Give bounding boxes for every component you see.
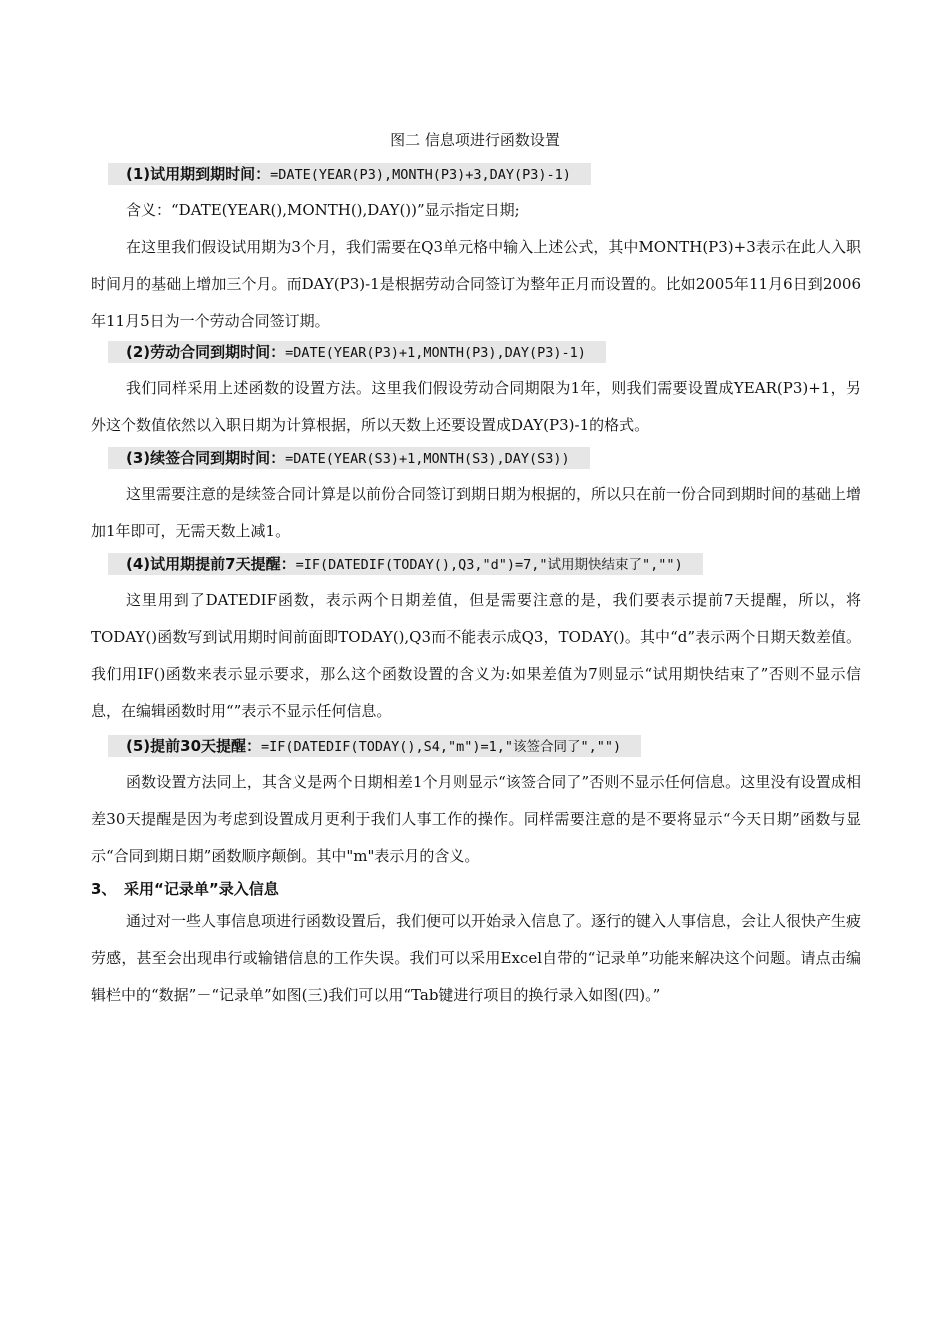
item-label: (3)续签合同到期时间：	[126, 449, 286, 467]
figure-caption: 图二 信息项进行函数设置	[390, 131, 560, 149]
item-label: (4)试用期提前7天提醒：	[126, 555, 296, 573]
item-heading-4	[108, 553, 703, 575]
item-label: (5)提前30天提醒：	[126, 737, 262, 755]
item-formula: =DATE(YEAR(P3)+1,MONTH(P3),DAY(P3)-1)	[285, 345, 586, 361]
item-label: (1)试用期到期时间：	[126, 165, 271, 183]
paragraph-4-1: 这里用到了DATEDIF函数，表示两个日期差值，但是需要注意的是，我们要表示提前7天提醒，所以，将TODAY()函数写到试用期时间前面即TODAY(),Q3而不能表示成Q3，TODAY()。其中“d”表示两个日期天数差值。我们用IF()函数来表示显示要求，那么这个函数设置的含义为:如果差值为7则显示“试用期快结束了”否则不显示信息，在编辑函数时用“”表示不显示任何信息。	[91, 591, 861, 720]
paragraph-5-1: 函数设置方法同上，其含义是两个日期相差1个月则显示“该签合同了”否则不显示任何信息。这里没有设置成相差30天提醒是因为考虑到设置成月更利于我们人事工作的操作。同样需要注意的是不要将显示“今天日期”函数与显示“合同到期日期”函数顺序颠倒。其中"m"表示月的含义。	[91, 773, 861, 865]
item-heading-1	[108, 163, 591, 185]
section-number: 3、	[91, 880, 117, 898]
section-title: 采用“记录单”录入信息	[124, 880, 279, 898]
item-formula: =DATE(YEAR(P3),MONTH(P3)+3,DAY(P3)-1)	[270, 167, 571, 183]
item-label: (2)劳动合同到期时间：	[126, 343, 286, 361]
paragraph-3-1: 这里需要注意的是续签合同计算是以前份合同签订到期日期为根据的，所以只在前一份合同到期时间的基础上增加1年即可，无需天数上减1。	[91, 485, 862, 540]
item-formula: =IF(DATEDIF(TODAY(),Q3,"d")=7,"试用期快结束了","")	[295, 557, 683, 573]
paragraph-1-2: 在这里我们假设试用期为3个月，我们需要在Q3单元格中输入上述公式，其中MONTH(P3)+3表示在此人入职时间月的基础上增加三个月。而DAY(P3)-1是根据劳动合同签订为整年正月而设置的。比如2005年11月6日到2006年11月5日为一个劳动合同签订期。	[91, 238, 861, 330]
paragraph-2-1: 我们同样采用上述函数的设置方法。这里我们假设劳动合同期限为1年，则我们需要设置成YEAR(P3)+1，另外这个数值依然以入职日期为计算根据，所以天数上还要设置成DAY(P3)-1的格式。	[91, 379, 861, 434]
item-formula: =IF(DATEDIF(TODAY(),S4,"m")=1,"该签合同了","")	[261, 739, 622, 755]
item-formula: =DATE(YEAR(S3)+1,MONTH(S3),DAY(S3))	[285, 451, 570, 467]
item-heading-2	[108, 341, 606, 363]
paragraph-1-1: 含义：“DATE(YEAR(),MONTH(),DAY())”显示指定日期;	[126, 201, 520, 219]
item-heading-5	[108, 735, 641, 757]
section-heading	[91, 876, 279, 902]
section-paragraph: 通过对一些人事信息项进行函数设置后，我们便可以开始录入信息了。逐行的键入人事信息，会让人很快产生疲劳感，甚至会出现串行或输错信息的工作失误。我们可以采用Excel自带的“记录单”功能来解决这个问题。请点击编辑栏中的“数据”－“记录单”如图(三)我们可以用“Tab键进行项目的换行录入如图(四)。”	[91, 912, 862, 1004]
item-heading-3	[108, 447, 590, 469]
